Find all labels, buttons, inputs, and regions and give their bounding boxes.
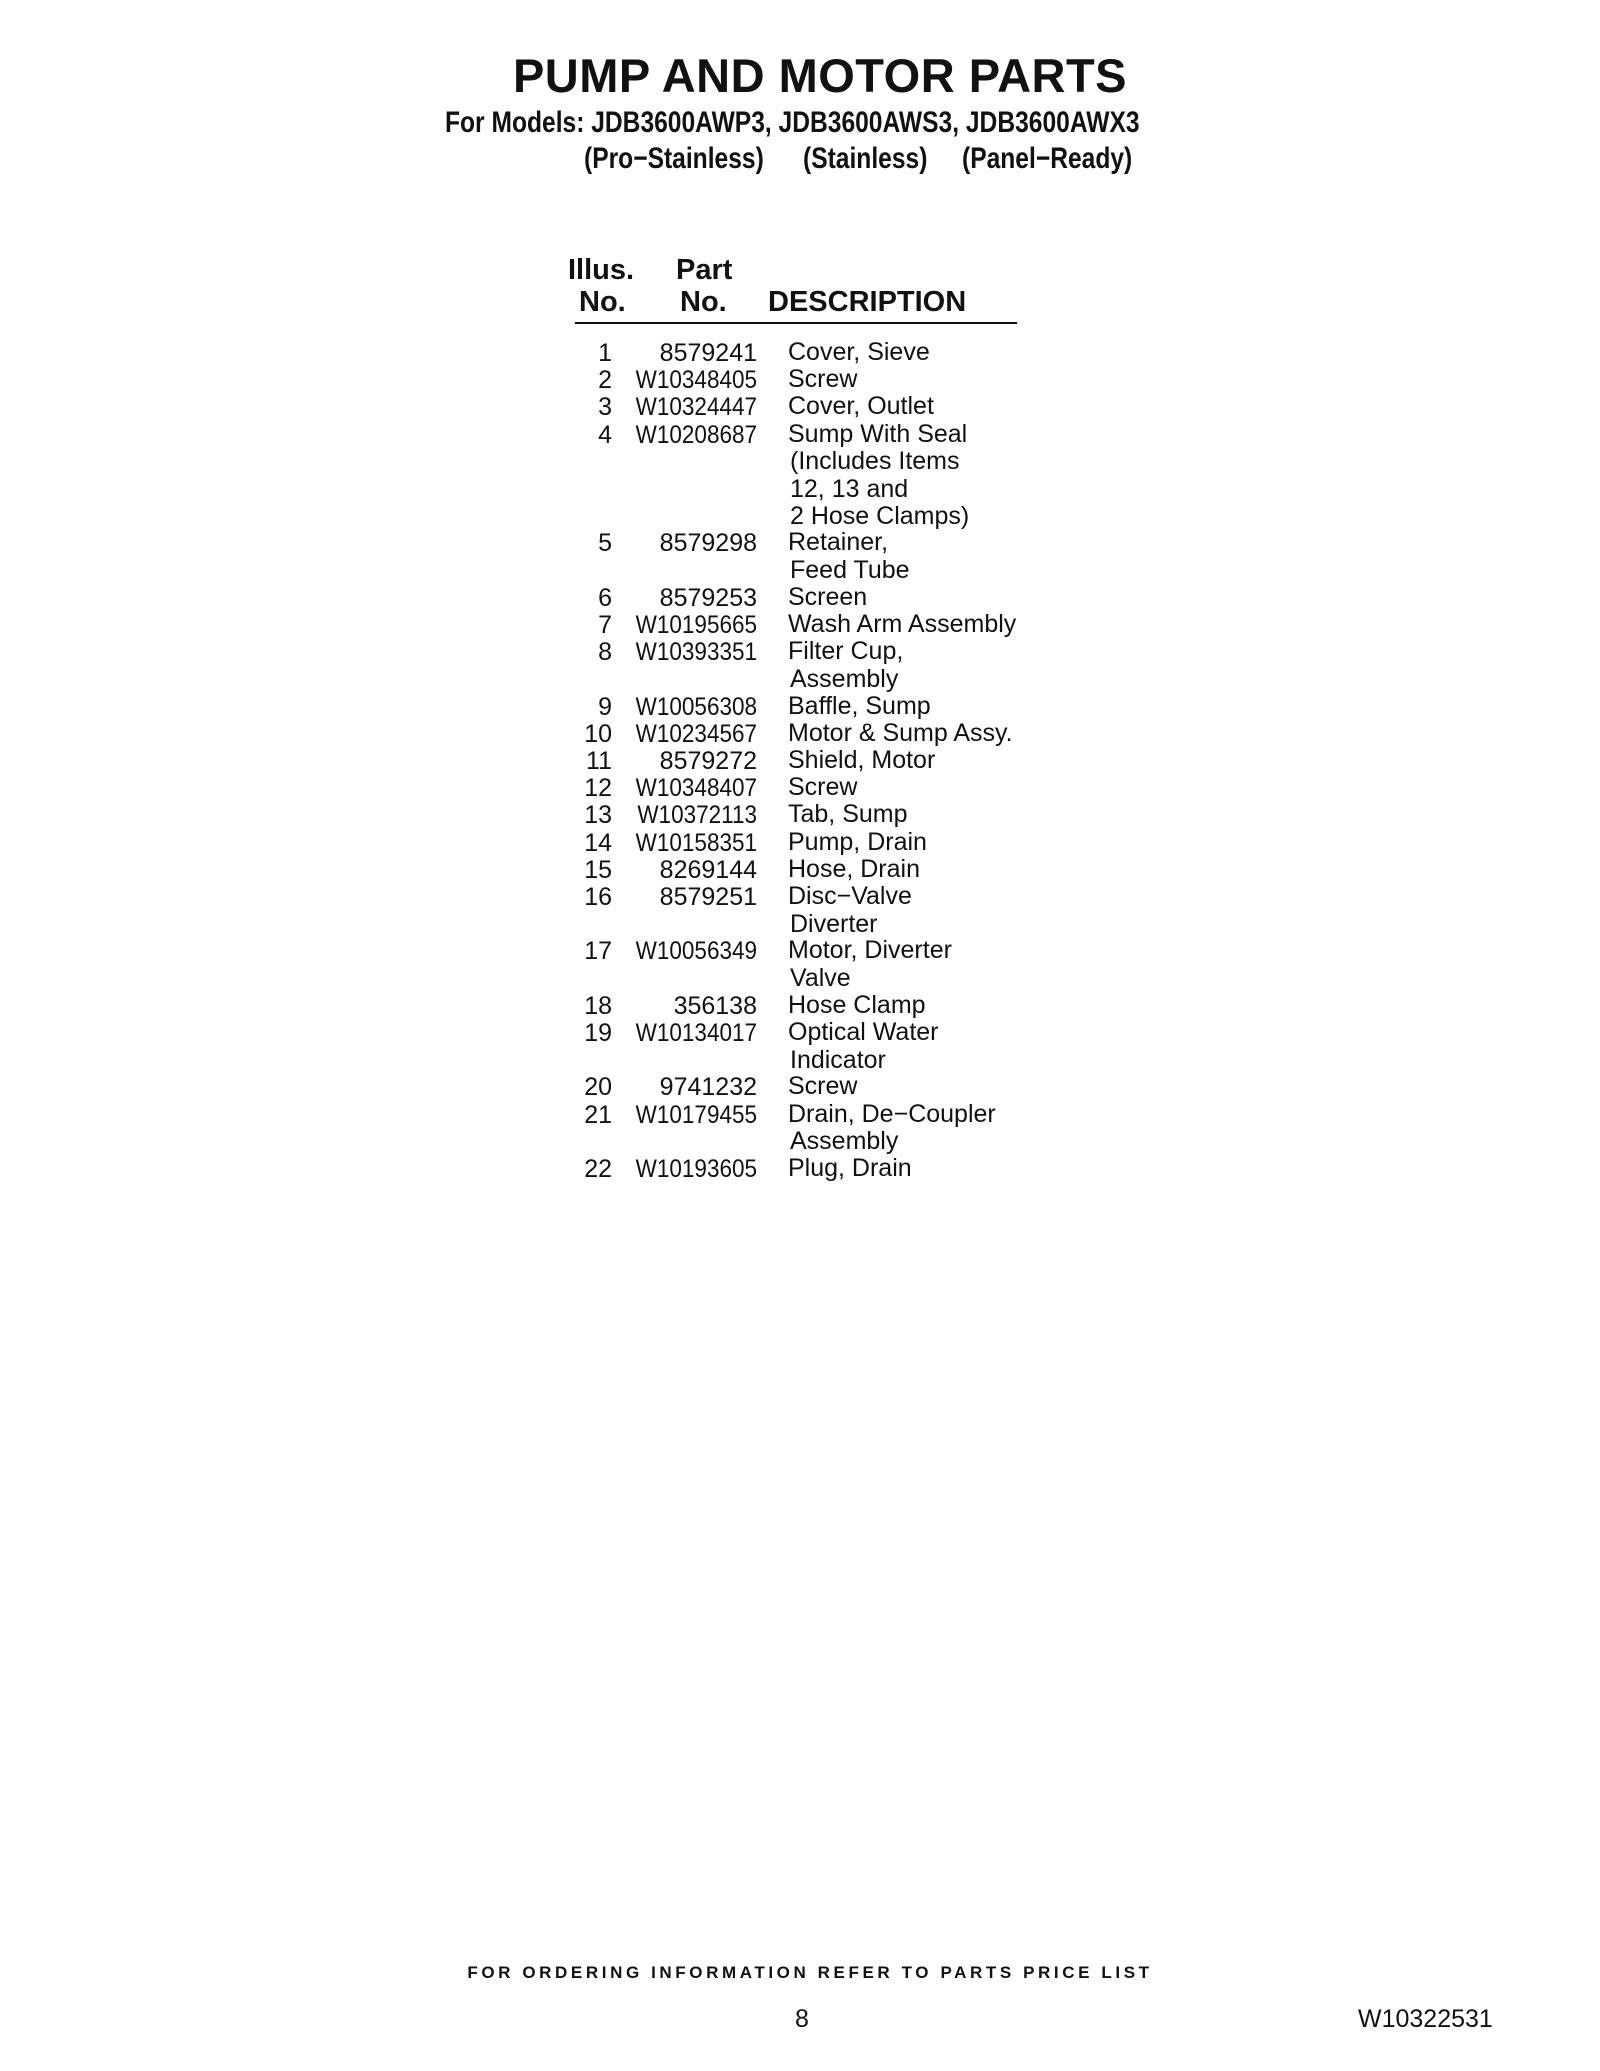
table-row [0,611,1100,639]
part-number: W10193605 [635,1155,757,1183]
header-divider [575,322,1017,324]
part-number: W10393351 [635,638,757,667]
part-number: 8579298 [659,529,757,558]
table-row [0,419,1100,531]
illus-number: 7 [598,611,612,639]
part-number: 9741232 [659,1073,757,1102]
part-number: W10348405 [635,366,757,395]
description-line: Pump, Drain [788,827,927,856]
models-line: For Models: JDB3600AWP3, JDB3600AWS3, JDB3600AWX3 [445,106,1140,139]
table-row [0,936,1100,992]
part-number: W10056349 [635,937,757,966]
description-line: 2 Hose Clamps) [790,502,970,531]
header-part-line1: Part [676,254,733,286]
illus-number: 10 [584,719,612,748]
part-description [788,1101,996,1156]
illus-number: 8 [598,638,612,667]
description-line: Plug, Drain [788,1154,912,1182]
part-description [788,720,1013,748]
part-number: W10134017 [635,1019,757,1047]
illus-number: 3 [598,393,612,422]
description-line: Assembly [790,664,899,693]
description-line: Valve [790,963,851,992]
illus-number: 12 [584,774,612,803]
table-row [0,366,1100,394]
part-description [788,339,930,367]
illus-number: 1 [598,339,612,367]
description-line: Cover, Sieve [788,338,930,366]
description-line: Hose, Drain [788,854,920,883]
description-line: Sump With Seal [788,419,968,448]
table-row [0,584,1100,612]
description-line: Baffle, Sump [788,691,931,720]
illus-number: 11 [586,747,612,775]
illus-number: 2 [598,366,612,395]
page-number: 8 [795,2005,809,2033]
part-number: 8579253 [659,583,757,612]
table-row [0,693,1100,721]
part-number: 8579272 [659,747,757,775]
part-number: W10208687 [635,420,757,449]
table-row [0,720,1100,748]
part-description [788,1073,857,1101]
description-line: Hose Clamp [788,990,926,1019]
part-number: 356138 [673,991,757,1020]
part-description [788,366,857,394]
illus-number: 9 [598,692,612,721]
description-line: Tab, Sump [788,800,908,829]
part-description [788,693,931,721]
description-line: Assembly [790,1127,899,1156]
part-description [788,1019,939,1074]
description-line: Screen [788,582,868,611]
table-row [0,1018,1100,1074]
part-description [788,421,969,531]
variant-pro-stainless: (Pro−Stainless) [584,142,764,175]
table-row [0,528,1100,584]
part-number: W10372113 [637,801,757,830]
header-part-line2: No. [680,286,727,318]
illus-number: 15 [584,855,612,884]
part-number: W10234567 [635,719,757,748]
description-line: Diverter [790,909,878,938]
table-row [0,1073,1100,1101]
illus-number: 18 [584,991,612,1020]
part-description [788,638,903,693]
description-line: (Includes Items [790,447,960,476]
table-row [0,1155,1100,1183]
description-line: 12, 13 and [790,474,909,503]
description-line: Motor, Diverter [788,936,952,965]
table-row [0,774,1100,802]
description-line: Filter Cup, [788,637,904,666]
part-description [788,883,912,938]
table-row [0,801,1100,829]
part-description [788,829,927,857]
description-line: Screw [788,365,858,394]
part-description [788,801,908,829]
illus-number: 5 [598,529,612,558]
illus-number: 20 [584,1073,612,1102]
description-line: Drain, De−Coupler [788,1099,996,1128]
part-description [788,856,920,884]
illus-number: 22 [584,1155,612,1183]
illus-number: 6 [598,583,612,612]
part-number: 8579241 [659,339,757,367]
part-description [788,937,952,992]
variant-stainless: (Stainless) [803,142,928,175]
illus-number: 16 [584,883,612,911]
description-line: Indicator [790,1045,886,1074]
description-line: Cover, Outlet [788,392,934,421]
description-line: Shield, Motor [788,746,936,774]
document-number: W10322531 [1358,2005,1493,2033]
description-line: Disc−Valve [788,882,912,910]
description-line: Screw [788,1072,858,1101]
description-line: Feed Tube [790,555,910,584]
table-row [0,393,1100,421]
ordering-note: FOR ORDERING INFORMATION REFER TO PARTS PRICE LIST [467,1963,1153,1982]
table-row [0,747,1100,775]
description-line: Optical Water [788,1018,939,1046]
page-title: PUMP AND MOTOR PARTS [512,49,1128,102]
description-line: Wash Arm Assembly [788,610,1017,638]
part-number: 8579251 [659,883,757,911]
part-number: W10195665 [635,611,757,639]
table-row [0,992,1100,1020]
table-row [0,856,1100,884]
part-description [788,611,1016,639]
part-description [788,393,934,421]
part-number: W10179455 [635,1100,757,1129]
part-description [788,584,867,612]
table-row [0,339,1100,367]
part-description [788,992,926,1020]
description-line: Motor & Sump Assy. [788,718,1013,747]
table-row [0,1099,1100,1156]
illus-number: 19 [584,1019,612,1047]
table-row [0,637,1100,693]
table-row [0,882,1100,938]
table-row [0,829,1100,857]
description-line: Retainer, [788,528,889,557]
part-number: W10324447 [635,393,757,422]
part-number: W10158351 [635,828,757,857]
illus-number: 21 [584,1100,612,1129]
part-number: W10348407 [635,774,757,803]
header-description: DESCRIPTION [768,286,967,318]
description-line: Screw [788,773,858,802]
part-description [788,529,910,584]
part-number: W10056308 [635,692,757,721]
part-number: 8269144 [659,855,757,884]
header-illus-line2: No. [579,286,626,318]
illus-number: 13 [584,801,612,830]
part-description [788,747,935,775]
illus-number: 14 [584,828,612,857]
part-description [788,774,857,802]
header-illus-line1: Illus. [568,254,635,286]
variant-panel-ready: (Panel−Ready) [962,142,1133,175]
part-description [788,1155,912,1183]
illus-number: 17 [584,937,612,966]
illus-number: 4 [598,420,612,449]
